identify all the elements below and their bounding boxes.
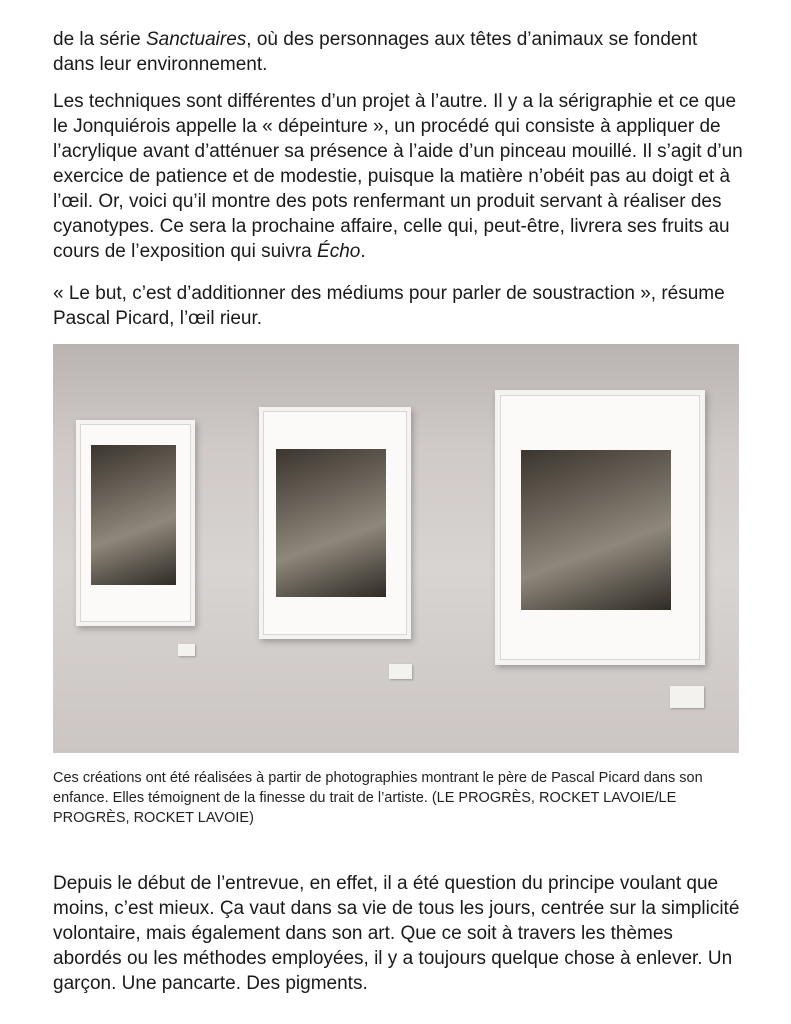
- artwork-image-1: [91, 445, 176, 585]
- artwork-label-2: [389, 664, 412, 679]
- gallery-photo[interactable]: [53, 344, 739, 753]
- paragraph-quote: « Le but, c’est d’additionner des médiums pour parler de soustraction », résume Pascal Picard, l’œil rieur.: [53, 283, 725, 329]
- paragraph-1: de la série Sanctuaires, où des personnages aux têtes d’animaux se fondent dans leur environnement.: [53, 29, 698, 75]
- paragraph-4: Depuis le début de l’entrevue, en effet, il a été question du principe voulant que moins, c’est mieux. Ça vaut dans sa vie de tous les jours, centrée sur la simplicité volontaire, mais également dans son art. Que ce soit à travers les thèmes abordés ou les méthodes employées, il y a toujours quelque chose à enlever. Un garçon. Une pancarte. Des pigments.: [53, 873, 740, 994]
- paragraph-2: Les techniques sont différentes d’un projet à l’autre. Il y a la sérigraphie et ce que le Jonquiérois appelle la « dépeinture », un procédé qui consiste à appliquer de l’acrylique avant d’atténuer sa présence à l’aide d’un pinceau mouillé. Il s’agit d’un exercice de patience et de modestie, puisque la matière n’obéit pas au doigt et à l’œil. Or, voici qu’il montre des pots renfermant un produit servant à réaliser des cyanotypes. Ce sera la prochaine affaire, celle qui, peut-être, livrera ses fruits au cours de l’exposition qui suivra Écho.: [53, 91, 743, 262]
- artwork-label-3: [670, 686, 704, 708]
- artwork-frame-2: [259, 407, 411, 639]
- artwork-image-2: [276, 449, 386, 597]
- artwork-frame-1: [76, 420, 195, 626]
- exhibition-title: Écho: [317, 241, 361, 262]
- photo-caption: Ces créations ont été réalisées à partir de photographies montrant le père de Pascal Picard dans son enfance. Elles témoignent de la finesse du trait de l’artiste. (LE PROGRÈS, ROCKET LAVOIE/LE PROGRÈS, ROCKET LAVOIE): [53, 770, 703, 826]
- artwork-frame-3: [495, 390, 705, 665]
- series-title: Sanctuaires: [145, 29, 247, 50]
- artwork-image-3: [521, 450, 671, 610]
- artwork-label-1: [178, 644, 195, 656]
